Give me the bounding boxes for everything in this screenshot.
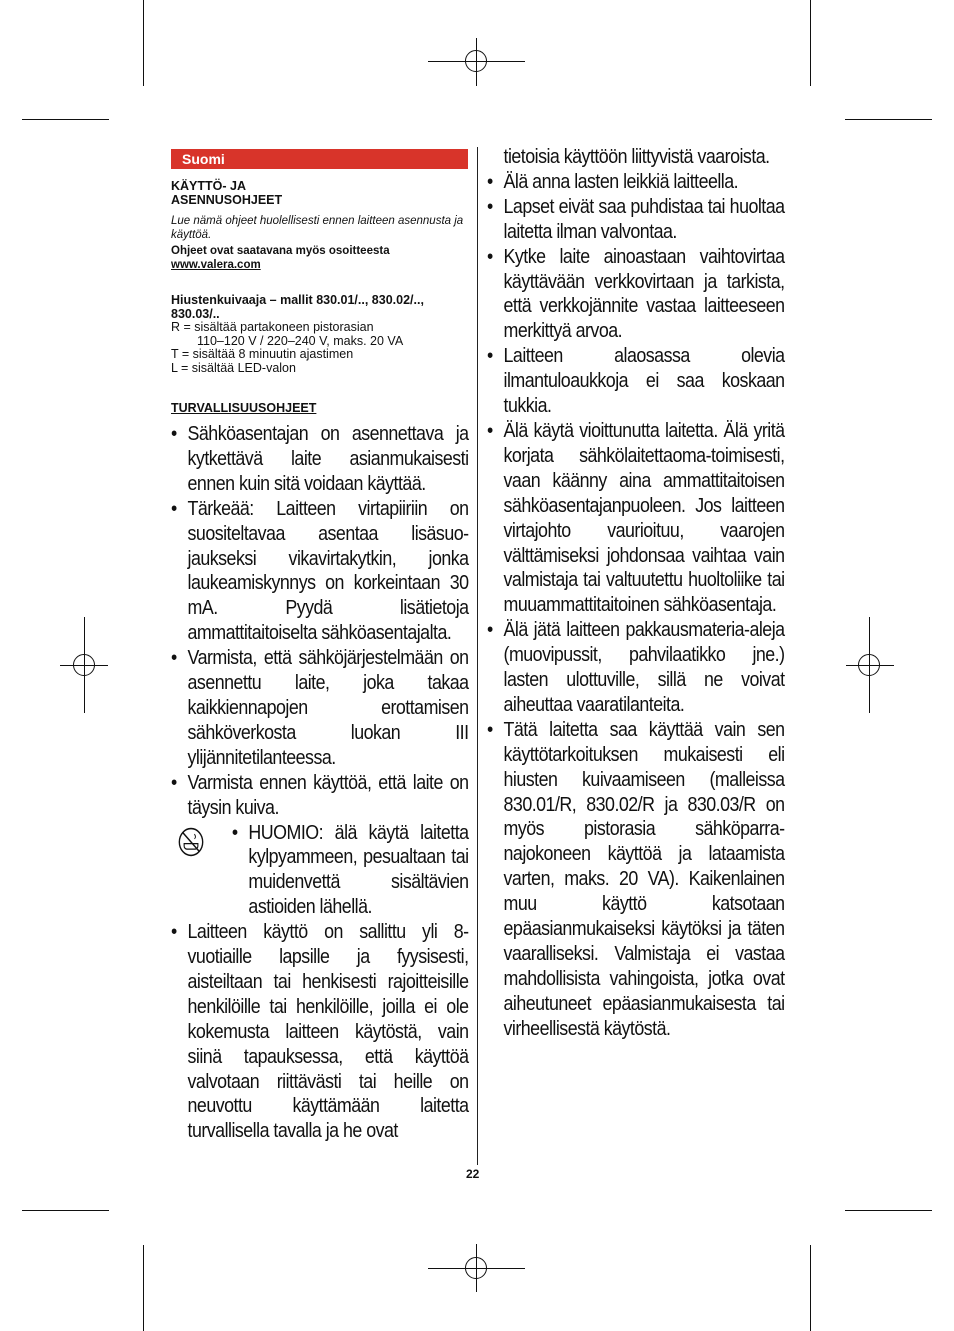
safety-item: • Sähköasentajan on asennettava ja kytkettävä laite asianmukaisesti ennen kuin sitä voidaan käyttää. [171,422,469,497]
language-label: Suomi [182,151,225,167]
model-list: Hiustenkuivaaja – mallit 830.01/.., 830.02/.., 830.03/.. [171,293,424,321]
variant-r-detail: 110–120 V / 220–240 V, maks. 20 VA [197,333,404,348]
page-number: 22 [466,1167,480,1181]
variant-r: R = sisältää partakoneen pistorasian [171,320,374,334]
variant-l: L = sisältää LED-valon [171,360,296,375]
safety-item: • Kytke laite ainoastaan vaihtovirtaa käyttävään verkkovirtaan ja tarkista, että verkkojännite vastaa laitteeseen merkittyä arvoa. [487,245,785,345]
heading-line1: KÄYTTÖ- JA [171,179,246,193]
safety-item: • Tärkeää: Laitteen virtapiiriin on suositeltavaa asentaa lisäsuo-jaukseksi vikavirtakytkin, jonka laukeamiskynnys on korkeintaan 30 mA. Pyydä lisätietoja ammattitaitoiselta sähköasentajalta. [171,497,469,646]
heading-line2: ASENNUSOHJEET [171,192,283,207]
safety-item: • Älä anna lasten leikkiä laitteella. [487,170,785,195]
left-column [171,422,469,1144]
right-column [487,145,785,1042]
intro-block [171,180,468,416]
safety-item: • Lapset eivät saa puhdistaa tai huoltaa laitetta ilman valvontaa. [487,195,785,245]
variant-t: T = sisältää 8 minuutin ajastimen [171,347,354,361]
column-divider [477,147,478,1165]
safety-item: • Varmista ennen käyttöä, että laite on täysin kuiva. [171,771,469,821]
safety-item: • Laitteen käyttö on sallittu yli 8-vuotiaille lapsille ja fyysisesti, aisteiltaan tai henkisesti rajoitteisille henkilöille tai henkilöille, joilla ei ole kokemusta laitteen käytöstä, vain siinä tapauksessa, että käyttöä valvotaan riittävästi tai heille on neuvottu käyttämään laitetta turvallisella tavalla ja he ovat [171,920,469,1144]
water-warning-text: • HUOMIO: älä käytä laitetta kylpyammeen, pesualtaan tai muidenvettä sisältävien astioiden lähellä. [232,821,469,921]
website-link[interactable]: www.valera.com [171,258,261,271]
safety-item: • Laitteen alaosassa olevia ilmantuloaukkoja ei saa koskaan tukkia. [487,344,785,419]
language-header-bar [171,149,468,169]
read-instructions-note: Lue nämä ohjeet huolellisesti ennen laitteen asennusta ja käyttöä. [171,215,464,241]
safety-item: • Tätä laitetta saa käyttää vain sen käyttötarkoituksen mukaisesti eli hiusten kuivaamiseen (malleissa 830.01/R, 830.02/R ja 830.03/R on myös pistorasia sähköparra-najokoneen käyttöä ja lataamista varten, maks. 20 VA). Kaikenlainen muu käyttö katsotaan epäasianmukaiseksi käytöksi ja täten vaaralliseksi. Valmistaja ei vastaa mahdollisista vahingoista, jotka ovat aiheutuneet epäasianmukaisesta tai virheellisestä käytöstä. [487,718,785,1042]
safety-heading: TURVALLISUUSOHJEET [171,401,317,415]
continued-text: tietoisia käyttöön liittyvistä vaaroista. [503,145,770,168]
no-water-icon [174,827,207,857]
water-warning [171,821,469,921]
safety-item: • Varmista, että sähköjärjestelmään on asennettu laite, joka takaa kaikkiennapojen erottamisen sähköverkosta luokan III ylijännitetilanteessa. [171,646,469,771]
safety-item: • Älä jätä laitteen pakkausmateria-aleja (muovipussit, pahvilaatikko jne.) lasten ulottuville, sillä ne voivat aiheuttaa vaaratilanteita. [487,618,785,718]
safety-item: • Älä käytä vioittunutta laitetta. Älä yritä korjata sähkölaitettaoma-toimisesti, vaan käänny aina ammattitaitoisen sähköasentajanpuoleen. Jos laitteen virtajohto vaurioituu, vaarojen välttämiseksi johdonsaa vaihtaa vain valmistaja tai valtuutettu huoltoliike tai muuammattitaitoinen sähköasentaja. [487,419,785,618]
availability-note: Ohjeet ovat saatavana myös osoitteesta [171,245,390,257]
